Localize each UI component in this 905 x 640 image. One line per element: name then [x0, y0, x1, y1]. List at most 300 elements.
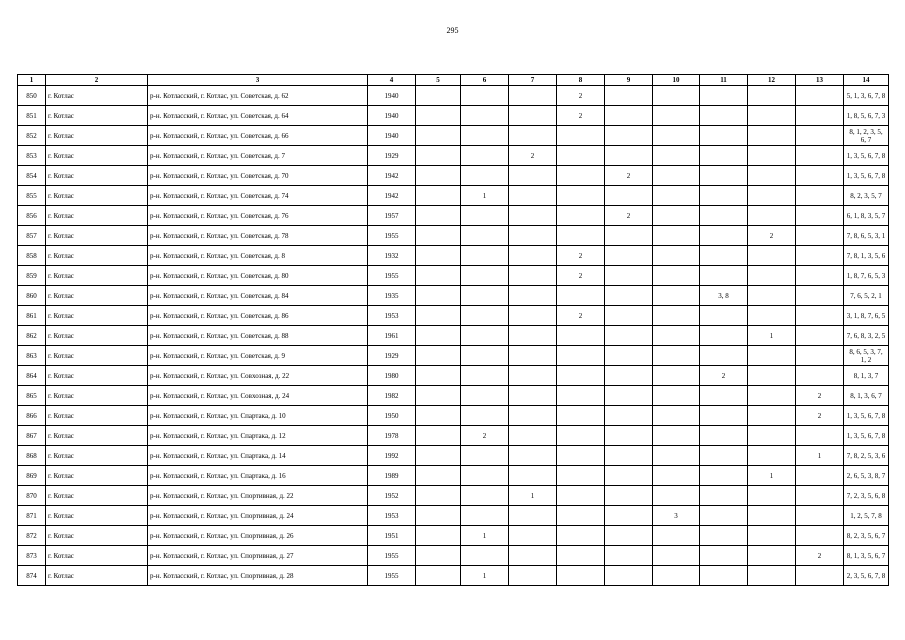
table-cell: 1940	[368, 126, 416, 146]
table-cell	[700, 226, 748, 246]
table-cell	[653, 266, 700, 286]
table-cell	[653, 446, 700, 466]
table-cell	[653, 306, 700, 326]
table-cell	[416, 326, 461, 346]
table-cell: г. Котлас	[46, 166, 148, 186]
table-cell	[796, 506, 844, 526]
table-cell	[461, 406, 509, 426]
table-cell	[557, 186, 605, 206]
table-cell	[509, 546, 557, 566]
table-cell: 1, 8, 7, 6, 5, 3	[844, 266, 889, 286]
table-cell	[748, 526, 796, 546]
table-cell: 1942	[368, 186, 416, 206]
table-row	[18, 146, 889, 166]
table-cell: р-н. Котласский, г. Котлас, ул. Советская, д. 7	[148, 146, 368, 166]
table-cell: 2	[796, 406, 844, 426]
table-cell	[605, 286, 653, 306]
table-cell: г. Котлас	[46, 126, 148, 146]
table-cell	[605, 86, 653, 106]
table-cell: г. Котлас	[46, 406, 148, 426]
table-cell	[416, 186, 461, 206]
table-cell	[796, 106, 844, 126]
table-body	[18, 86, 889, 586]
table-cell	[653, 286, 700, 306]
table-cell	[796, 186, 844, 206]
table-row	[18, 106, 889, 126]
page-number: 295	[446, 26, 459, 35]
table-cell	[416, 126, 461, 146]
table-cell: р-н. Котласский, г. Котлас, ул. Советская, д. 78	[148, 226, 368, 246]
table-cell: 861	[18, 306, 46, 326]
table-row	[18, 266, 889, 286]
table-header-row	[18, 75, 889, 86]
table-cell	[416, 346, 461, 366]
table-cell	[653, 406, 700, 426]
table-cell: 8, 2, 3, 5, 7	[844, 186, 889, 206]
table-cell: 1, 3, 5, 6, 7, 8	[844, 166, 889, 186]
table-cell: 3	[653, 506, 700, 526]
table-cell: г. Котлас	[46, 306, 148, 326]
table-cell: 1932	[368, 246, 416, 266]
table-cell: 863	[18, 346, 46, 366]
table-row	[18, 546, 889, 566]
table-cell: 7, 8, 1, 3, 5, 6	[844, 246, 889, 266]
table-cell	[605, 186, 653, 206]
table-cell: 2	[796, 546, 844, 566]
table-cell: р-н. Котласский, г. Котлас, ул. Спортивная, д. 27	[148, 546, 368, 566]
table-cell	[748, 426, 796, 446]
table-cell: г. Котлас	[46, 86, 148, 106]
table-cell	[653, 226, 700, 246]
table-cell	[700, 306, 748, 326]
table-cell	[509, 346, 557, 366]
table-cell: 858	[18, 246, 46, 266]
table-cell	[700, 266, 748, 286]
table-row	[18, 566, 889, 586]
column-header: 4	[368, 75, 416, 86]
table-cell: г. Котлас	[46, 546, 148, 566]
table-cell	[509, 366, 557, 386]
table-cell	[605, 106, 653, 126]
table-cell	[461, 106, 509, 126]
table-cell	[605, 246, 653, 266]
table-cell	[509, 426, 557, 446]
table-cell	[700, 406, 748, 426]
table-cell	[416, 106, 461, 126]
table-cell	[509, 86, 557, 106]
table-cell	[557, 346, 605, 366]
table-cell: 3, 8	[700, 286, 748, 306]
table-cell: р-н. Котласский, г. Котлас, ул. Советская, д. 74	[148, 186, 368, 206]
table-cell	[509, 106, 557, 126]
table-row	[18, 386, 889, 406]
table-cell	[748, 306, 796, 326]
table-cell	[748, 386, 796, 406]
table-cell	[700, 346, 748, 366]
table-cell	[461, 386, 509, 406]
table-cell	[796, 346, 844, 366]
table-cell: р-н. Котласский, г. Котлас, ул. Советская, д. 62	[148, 86, 368, 106]
table-cell: р-н. Котласский, г. Котлас, ул. Спортивная, д. 22	[148, 486, 368, 506]
table-cell: 855	[18, 186, 46, 206]
table-cell	[700, 326, 748, 346]
table-row	[18, 246, 889, 266]
table-cell	[416, 366, 461, 386]
table-cell	[700, 526, 748, 546]
table-cell: 2	[748, 226, 796, 246]
table-cell: 1992	[368, 446, 416, 466]
table-cell: 1935	[368, 286, 416, 306]
table-cell: 5, 1, 3, 6, 7, 8	[844, 86, 889, 106]
table-cell	[653, 146, 700, 166]
table-cell	[748, 86, 796, 106]
table-cell	[416, 146, 461, 166]
table-cell	[653, 326, 700, 346]
table-cell	[796, 526, 844, 546]
column-header: 3	[148, 75, 368, 86]
table-cell: р-н. Котласский, г. Котлас, ул. Советская, д. 86	[148, 306, 368, 326]
table-cell	[653, 166, 700, 186]
table-cell	[461, 146, 509, 166]
table-cell: 872	[18, 526, 46, 546]
table-cell: 1, 3, 5, 6, 7, 8	[844, 426, 889, 446]
table-cell	[653, 386, 700, 406]
table-cell	[557, 566, 605, 586]
table-cell: 2, 3, 5, 6, 7, 8	[844, 566, 889, 586]
table-cell: 1961	[368, 326, 416, 346]
table-row	[18, 226, 889, 246]
table-cell: г. Котлас	[46, 146, 148, 166]
table-cell	[748, 166, 796, 186]
table-cell: 1950	[368, 406, 416, 426]
table-cell	[416, 526, 461, 546]
table-cell	[461, 486, 509, 506]
table-cell	[605, 426, 653, 446]
table-cell	[605, 346, 653, 366]
table-cell	[796, 166, 844, 186]
table-cell	[653, 466, 700, 486]
table-cell: 873	[18, 546, 46, 566]
table-cell: р-н. Котласский, г. Котлас, ул. Спортивная, д. 24	[148, 506, 368, 526]
table-cell: 1, 3, 5, 6, 7, 8	[844, 406, 889, 426]
table-cell	[653, 206, 700, 226]
column-header: 1	[18, 75, 46, 86]
table-cell	[557, 546, 605, 566]
table-cell	[557, 406, 605, 426]
table-cell	[557, 386, 605, 406]
table-cell: р-н. Котласский, г. Котлас, ул. Совхозная, д. 22	[148, 366, 368, 386]
table-cell	[700, 246, 748, 266]
table-cell	[748, 506, 796, 526]
table-cell	[605, 566, 653, 586]
table-cell	[557, 466, 605, 486]
table-cell: 1	[461, 566, 509, 586]
table-cell: 1	[796, 446, 844, 466]
table-cell	[748, 406, 796, 426]
table-cell	[748, 266, 796, 286]
table-cell	[748, 246, 796, 266]
table-cell: 854	[18, 166, 46, 186]
table-cell	[605, 146, 653, 166]
table-cell	[461, 126, 509, 146]
table-cell	[700, 546, 748, 566]
table-cell	[796, 86, 844, 106]
table-cell	[461, 246, 509, 266]
table-cell	[461, 546, 509, 566]
table-cell	[605, 366, 653, 386]
table-row	[18, 426, 889, 446]
table-cell	[653, 106, 700, 126]
table-cell: 8, 6, 5, 3, 7, 1, 2	[844, 346, 889, 366]
table-row	[18, 506, 889, 526]
table-cell	[557, 146, 605, 166]
table-cell	[557, 126, 605, 146]
table-cell	[605, 306, 653, 326]
table-row	[18, 186, 889, 206]
table-cell	[509, 306, 557, 326]
table-cell: 1	[461, 526, 509, 546]
table-cell	[461, 226, 509, 246]
table-cell	[509, 466, 557, 486]
table-cell	[416, 426, 461, 446]
table-cell: г. Котлас	[46, 506, 148, 526]
table-cell	[416, 86, 461, 106]
table-cell	[748, 346, 796, 366]
table-cell: 7, 6, 8, 3, 2, 5	[844, 326, 889, 346]
table-cell: р-н. Котласский, г. Котлас, ул. Спартака, д. 14	[148, 446, 368, 466]
table-cell: 2	[461, 426, 509, 446]
table-cell: 857	[18, 226, 46, 246]
table-cell	[416, 406, 461, 426]
table-cell: 1952	[368, 486, 416, 506]
table-cell	[605, 386, 653, 406]
table-cell	[700, 386, 748, 406]
table-cell: 1	[748, 466, 796, 486]
table-cell: г. Котлас	[46, 226, 148, 246]
table-cell	[653, 126, 700, 146]
table-cell	[557, 326, 605, 346]
table-cell: 8, 2, 3, 5, 6, 7	[844, 526, 889, 546]
table-row	[18, 306, 889, 326]
table-cell	[509, 266, 557, 286]
table-cell	[461, 206, 509, 226]
table-cell	[605, 486, 653, 506]
table-cell: 868	[18, 446, 46, 466]
table-cell: 1953	[368, 506, 416, 526]
table-cell	[509, 246, 557, 266]
table-row	[18, 526, 889, 546]
table-cell	[700, 206, 748, 226]
table-cell: 860	[18, 286, 46, 306]
table-cell	[700, 466, 748, 486]
table-cell	[700, 446, 748, 466]
table-cell: г. Котлас	[46, 486, 148, 506]
table-cell	[653, 366, 700, 386]
table-cell: 8, 1, 2, 3, 5, 6, 7	[844, 126, 889, 146]
table-cell: 1955	[368, 266, 416, 286]
table-cell	[796, 146, 844, 166]
table-cell: 856	[18, 206, 46, 226]
table-cell: 1	[748, 326, 796, 346]
table-cell: г. Котлас	[46, 246, 148, 266]
table-cell: г. Котлас	[46, 386, 148, 406]
table-cell: г. Котлас	[46, 466, 148, 486]
table-cell: 2	[605, 206, 653, 226]
table-cell: г. Котлас	[46, 446, 148, 466]
table-cell	[653, 566, 700, 586]
table-row	[18, 366, 889, 386]
table-row	[18, 446, 889, 466]
table-cell	[416, 246, 461, 266]
table-cell	[653, 346, 700, 366]
table-cell	[461, 446, 509, 466]
table-cell: р-н. Котласский, г. Котлас, ул. Советская, д. 76	[148, 206, 368, 226]
table-cell	[509, 566, 557, 586]
table-cell	[748, 446, 796, 466]
table-cell: 1955	[368, 566, 416, 586]
table-cell: 853	[18, 146, 46, 166]
table-cell	[700, 146, 748, 166]
table-cell: г. Котлас	[46, 526, 148, 546]
table-cell: 2	[557, 86, 605, 106]
table-cell	[605, 226, 653, 246]
table-cell: 1982	[368, 386, 416, 406]
table-cell	[700, 166, 748, 186]
table-cell	[748, 106, 796, 126]
table-cell: г. Котлас	[46, 346, 148, 366]
column-header: 8	[557, 75, 605, 86]
table-cell: р-н. Котласский, г. Котлас, ул. Советская, д. 80	[148, 266, 368, 286]
table-cell: 1, 2, 5, 7, 8	[844, 506, 889, 526]
column-header: 6	[461, 75, 509, 86]
table-cell: 2	[796, 386, 844, 406]
table-cell	[796, 126, 844, 146]
table-cell	[461, 366, 509, 386]
table-cell	[605, 326, 653, 346]
table-cell: 865	[18, 386, 46, 406]
table-cell: 1980	[368, 366, 416, 386]
table-cell	[461, 86, 509, 106]
table-cell	[509, 326, 557, 346]
table-cell: р-н. Котласский, г. Котлас, ул. Советская, д. 88	[148, 326, 368, 346]
table-cell: р-н. Котласский, г. Котлас, ул. Спортивная, д. 26	[148, 526, 368, 546]
table-cell	[416, 546, 461, 566]
table-cell	[557, 526, 605, 546]
column-header: 5	[416, 75, 461, 86]
table-cell: 7, 2, 3, 5, 6, 8	[844, 486, 889, 506]
table-cell: 7, 8, 2, 5, 3, 6	[844, 446, 889, 466]
table-cell	[461, 326, 509, 346]
table-cell	[461, 506, 509, 526]
table-cell	[557, 486, 605, 506]
table-cell	[605, 506, 653, 526]
column-header: 7	[509, 75, 557, 86]
table-cell	[557, 446, 605, 466]
table-cell	[509, 446, 557, 466]
table-cell	[416, 566, 461, 586]
table-row	[18, 166, 889, 186]
table-cell	[416, 206, 461, 226]
table-cell: р-н. Котласский, г. Котлас, ул. Спартака, д. 12	[148, 426, 368, 446]
table-cell: р-н. Котласский, г. Котлас, ул. Совхозная, д. 24	[148, 386, 368, 406]
table-cell	[416, 506, 461, 526]
table-row	[18, 326, 889, 346]
table-cell: г. Котлас	[46, 286, 148, 306]
table-cell	[748, 286, 796, 306]
table-cell	[605, 126, 653, 146]
table-cell	[653, 546, 700, 566]
table-cell	[653, 426, 700, 446]
table-cell: 2	[557, 106, 605, 126]
table-cell	[509, 506, 557, 526]
table-cell	[416, 226, 461, 246]
table-cell	[416, 306, 461, 326]
table-cell	[509, 286, 557, 306]
table-cell: г. Котлас	[46, 266, 148, 286]
table-cell	[748, 186, 796, 206]
table-cell: 1, 8, 5, 6, 7, 3	[844, 106, 889, 126]
table-cell: 1942	[368, 166, 416, 186]
table-cell	[796, 246, 844, 266]
table-row	[18, 486, 889, 506]
table-cell: 3, 1, 8, 7, 6, 5	[844, 306, 889, 326]
table-cell: 6, 1, 8, 3, 5, 7	[844, 206, 889, 226]
table-cell	[509, 226, 557, 246]
table-cell: 851	[18, 106, 46, 126]
table-cell: 7, 8, 6, 5, 3, 1	[844, 226, 889, 246]
table-cell	[748, 566, 796, 586]
table-cell: 2	[557, 266, 605, 286]
column-header: 14	[844, 75, 889, 86]
table-cell	[605, 526, 653, 546]
table-cell	[557, 366, 605, 386]
table-cell	[796, 566, 844, 586]
table-row	[18, 346, 889, 366]
table-cell: 1978	[368, 426, 416, 446]
table-cell	[653, 526, 700, 546]
table-cell: 859	[18, 266, 46, 286]
column-header: 9	[605, 75, 653, 86]
table-cell: р-н. Котласский, г. Котлас, ул. Спортивная, д. 28	[148, 566, 368, 586]
table-cell	[557, 506, 605, 526]
table-cell	[748, 366, 796, 386]
table-cell: р-н. Котласский, г. Котлас, ул. Советская, д. 8	[148, 246, 368, 266]
table-cell	[509, 206, 557, 226]
table-cell: 1	[509, 486, 557, 506]
table-cell: 1940	[368, 86, 416, 106]
table-cell	[557, 166, 605, 186]
table-cell	[700, 86, 748, 106]
table-cell	[461, 166, 509, 186]
table-cell: 2	[700, 366, 748, 386]
table-cell	[700, 566, 748, 586]
table-cell	[748, 126, 796, 146]
table-cell	[748, 146, 796, 166]
table-cell	[796, 366, 844, 386]
table-cell: 1989	[368, 466, 416, 486]
table-cell: 8, 1, 3, 7	[844, 366, 889, 386]
column-header: 12	[748, 75, 796, 86]
table-cell	[653, 186, 700, 206]
table-cell: 1940	[368, 106, 416, 126]
table-cell	[700, 506, 748, 526]
table-cell	[557, 426, 605, 446]
table-cell	[796, 426, 844, 446]
table-cell	[461, 346, 509, 366]
data-table	[17, 74, 889, 586]
table-cell	[509, 126, 557, 146]
table-cell: 852	[18, 126, 46, 146]
